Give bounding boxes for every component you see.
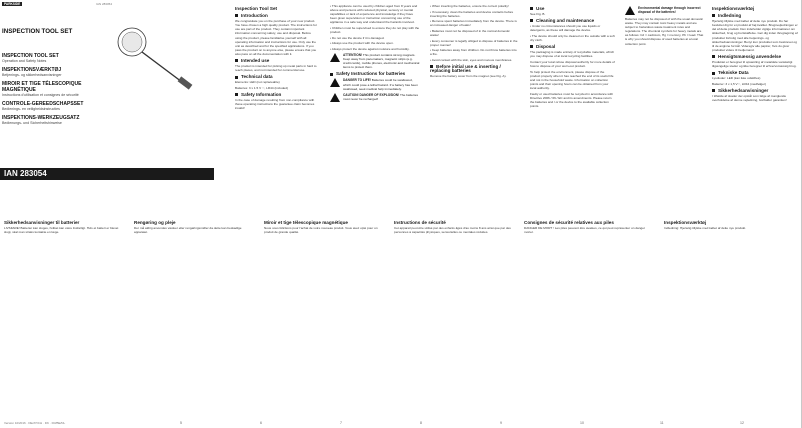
caution-block: CAUTION! DANGER OF EXPLOSION! The batteries must never be recharged! <box>330 93 420 102</box>
body-text: The product is intended for picking up metal parts in hard to reach places, and not intended for commercial use. <box>235 64 317 73</box>
section-heading: Intended use <box>241 58 270 64</box>
section-heading: Safety Information <box>241 92 282 98</box>
attention-block: ATTENTION! This product contains strong magnets. Keep away from pacemakers, magnetic strips (e.g. credit cards), mobile phones, electronic and mechanical items to protect them. <box>330 53 420 69</box>
body-text: We congratulate you on the purchase of your new product. You have chosen a high quality product. The instructions for use are part of the product. They contain important information concerning safety, use and disposal. Before using the product, please familiarise yourself with all operating information and instructions for use. Only use the unit as described and for the specified applications. If you pass the product on to anyone else, please ensure that you also pass on all the documentation with it. <box>235 19 317 56</box>
page-title: Inspektionsværktøj <box>712 6 755 11</box>
section-heading: Tekniske Data <box>718 70 749 76</box>
list-item: • Do not use the device if it is damaged. <box>330 36 420 40</box>
body-text: LIVSFARE! Batterier kan sluges, hvilket kan være livsfarligt. Hvis et batteri er blevet slugt, skal man straks kontakte en læge. <box>4 226 119 235</box>
cover-lang-en: INSPECTION TOOL SET Operation and Safety Notes <box>2 53 59 64</box>
footer-version: Version 10/2016 · DE/AT/CH · DK · FR/BE/NL <box>4 421 66 425</box>
body-text: Der må aldrig anvendes væsker eller rengøringsmidler da dette kan beskadige apparatet. <box>134 226 242 235</box>
body-text: Nous vous félicitons pour l'achat de votre nouveau produit. Vous avez opté pour un produit de grande qualité. <box>264 226 378 235</box>
section-heading: Instructions de sécurité <box>394 220 446 225</box>
warning-marker-icon <box>712 89 715 92</box>
page-number: 5 <box>180 421 182 425</box>
page-number: 12 <box>740 421 744 425</box>
list-item: • Remove spent batteries immediately from the device. There is an increased danger of leaks! <box>430 19 518 27</box>
tech-row: Batterier: 3 x 1,5 V⎓, LR44 (medfølger) <box>712 81 767 86</box>
section-heading: Sikkerhedsanvisninger <box>718 88 769 93</box>
page-bottom-4 <box>394 218 514 236</box>
body-text: To help protect the environment, please dispose of the product properly when it has reached the end of its useful life and not in the household waste. Information on collection points and their opening hours can be obtained from your local authority. <box>530 69 614 90</box>
warning-marker-icon <box>330 73 333 76</box>
tech-row: Lysdioder: LED (kan ikke udskiftes) <box>712 76 761 81</box>
body-text: See Fig. B. <box>530 12 546 17</box>
section-heading: Cleaning and maintenance <box>536 18 595 24</box>
list-item: • Under no circumstances should you use liquids or detergents, as these will damage the device. <box>530 24 615 32</box>
body-text: Indledning: Hjertelig tillykke med købet af dette nye produkt. <box>664 226 747 231</box>
section-marker-icon <box>530 7 533 10</box>
section-marker-icon <box>235 59 238 62</box>
page-bottom-1 <box>4 218 124 236</box>
list-item: • Every consumer is legally obliged to dispose of batteries in the proper manner! <box>430 39 518 47</box>
page-en-5 <box>625 4 705 47</box>
warning-triangle-icon <box>330 78 340 87</box>
header-code: IAN 283054 <box>96 2 112 6</box>
page-number: 7 <box>340 421 342 425</box>
section-heading: Rengøring og pleje <box>134 220 176 225</box>
body-text: Cet appareil peut être utilisé par des enfants âgés d'au moins 8 ans ainsi que par des personnes à capacités physiques, sensorielles ou mentales réduites. <box>394 226 511 235</box>
ian-number: IAN 283054 <box>4 169 47 178</box>
body-text: In the case of damage resulting from non-compliance with these operating instructions the guarantee claim becomes invalid! <box>235 98 315 111</box>
page-number: 10 <box>580 421 584 425</box>
list-item: • If necessary, clean the batteries and device contacts before inserting the batteries. <box>430 10 518 18</box>
cover-lang-fr: MIROIR ET TIGE TÉLESCOPIQUE MAGNÉTIQUE Instructions d'utilisation et consignes de sécurité <box>2 81 82 98</box>
list-item: • Always use the product with the device open. <box>330 41 420 45</box>
section-heading: Use <box>536 6 545 11</box>
page-number: 9 <box>500 421 502 425</box>
body-text: I tilfælde af skader der opstår som følge af manglende overholdelse af denne vejledning, bortfalder garantien! <box>712 94 787 103</box>
section-heading: Before initial use & inserting / replacing batteries <box>430 64 501 74</box>
body-text: Batteries may not be disposed of with the usual domestic waste. They may contain toxic heavy metals and are subject to hazardous waste treatment rules and regulations. The chemical symbols for heavy metals are as follows: Cd = cadmium, Hg = mercury, Pb = lead. That is why you should dispose of used batteries at a local collection point. <box>625 17 704 46</box>
page-number: 6 <box>260 421 262 425</box>
tech-row: Batteries: 3 x 1.5 V ⎓, LR44 (included) <box>235 86 289 90</box>
warning-triangle-icon <box>330 93 340 102</box>
list-item: • Keep batteries away from children. Do not throw batteries into a fire. <box>430 48 518 56</box>
list-item: • Batteries must not be disposed of in the normal domestic waste! <box>430 29 518 37</box>
body-text: Produktet er beregnet til opsamling af metaldele vanskeligt tilgængelige steder og ikke beregnet til erhvervsmæssig brug. <box>712 60 797 69</box>
section-heading: Sikkerhedsanvisninger til batterier <box>4 220 80 225</box>
env-warning-block: Environmental damage through incorrect disposal of the batteries! <box>625 6 705 15</box>
cover-lang-nl: CONTROLE-GEREEDSCHAPSSET Bedienings- en veiligheidsinstructies <box>2 101 84 112</box>
cover-panel <box>2 2 112 130</box>
section-heading: Consignes de sécurité relatives aux piles <box>524 220 614 225</box>
warning-triangle-icon <box>625 6 635 15</box>
body-text: The packaging is made entirely of recyclable materials, which you may dispose of at local recycling facilities. <box>530 50 615 59</box>
section-heading: Introduction <box>241 13 268 19</box>
manual-sheet-top <box>0 0 801 214</box>
section-heading: Technical data <box>241 74 273 80</box>
body-text: DANGER DE MORT ! Les piles peuvent être avalées, ce qui peut représenter un danger mortel. <box>524 226 645 235</box>
warning-marker-icon <box>235 93 238 96</box>
tech-row: Elements: LED (not replaceable) <box>235 80 280 85</box>
product-illustration <box>112 22 206 92</box>
section-marker-icon <box>235 14 238 17</box>
section-marker-icon <box>235 76 238 79</box>
section-heading: Inspektionsværktøj <box>664 220 707 225</box>
body-text: Hjertelig tillykke med købet af dette nye produkt. Du har besluttet dig for et produkt af høj kvalitet. Brugsvejledningen er del af dette produkt. Den indeholder vigtige informationer om sikkerhed, brug og bortskaffelse. Gør dig inden ibrugtagning af produktet fortrolig med alle betjenings- og sikkerhedsanvisninger. Benyt kun produktet som beskrevet og til de angivne formål. Videregiv alle papirer, hvis du giver produktet videre til tredjemand. <box>712 19 798 52</box>
page-bottom-2 <box>134 218 254 236</box>
page-en-4 <box>530 4 615 109</box>
list-item: • Children must be supervised to ensure they do not play with the product. <box>330 26 420 34</box>
cover-lang-de: INSPEKTIONS-WERKZEUGSATZ Bedienungs- und Sicherheitshinweise <box>2 115 80 126</box>
section-marker-icon <box>530 45 533 48</box>
page-bottom-5 <box>524 218 654 236</box>
list-item: • This appliance can be used by children aged from 8 years and above and persons with reduced physical, sensory or mental capabilities or lack of experience and knowledge if they have been given supervision or instruction concerning use of the appliance in a safe way and understand the hazards involved. <box>330 4 420 24</box>
ian-bar <box>0 168 214 180</box>
list-item: • Avoid contact with the skin, eyes and mucous membranes. <box>430 58 518 62</box>
page-bottom-3 <box>264 218 384 236</box>
section-heading: Disposal <box>536 44 556 50</box>
cover-lang-dk: INSPEKTIONSVÆRKTØJ Betjenings- og sikkerhedsanvisninger <box>2 67 62 78</box>
page-en-3 <box>430 4 518 80</box>
page-bottom-6 <box>664 218 794 232</box>
section-marker-icon <box>712 72 715 75</box>
body-text: Remove the battery cover from the magnet (see Fig. A). <box>430 74 507 79</box>
list-item: • Always protect the device against moisture and humidity. <box>330 47 420 51</box>
section-heading: Safety Instructions for batteries <box>336 71 406 77</box>
list-item: • When inserting the batteries, ensure the correct polarity! <box>430 4 518 8</box>
section-heading: Indledning <box>718 13 742 19</box>
page-dk-1 <box>712 4 798 104</box>
warning-triangle-icon <box>330 53 340 62</box>
section-heading: Hensigtsmæssig anvendelse <box>718 53 782 59</box>
danger-block: DANGER TO LIFE! Batteries could be swallowed, which could pose a lethal hazard. If a battery has been swallowed, seek medical help immediately. <box>330 78 420 90</box>
section-marker-icon <box>712 55 715 58</box>
page-number: 11 <box>660 421 664 425</box>
section-marker-icon <box>712 14 715 17</box>
section-marker-icon <box>530 19 533 22</box>
page-number: 8 <box>420 421 422 425</box>
cover-main-title: INSPECTION TOOL SET <box>2 28 73 36</box>
manual-sheet-bottom <box>0 214 801 428</box>
brand-logo: PARKSIDE <box>4 2 21 6</box>
body-text: Faulty or used batteries must be recycled in accordance with Directive 2006 / 66 / EC and its amendments. Please return the batteries and / or the device to the available collection points. <box>530 91 614 108</box>
page-en-2 <box>330 4 420 104</box>
section-heading: Miroir et tige télescopique magnétique <box>264 220 348 225</box>
page-en-1 <box>235 4 319 112</box>
list-item: • The device should only be cleaned on the outside with a soft dry cloth. <box>530 34 615 42</box>
body-text: Contact your local refuse disposal authority for more details of how to dispose of your worn-out product. <box>530 59 615 69</box>
page-title: Inspection Tool Set <box>235 6 278 11</box>
